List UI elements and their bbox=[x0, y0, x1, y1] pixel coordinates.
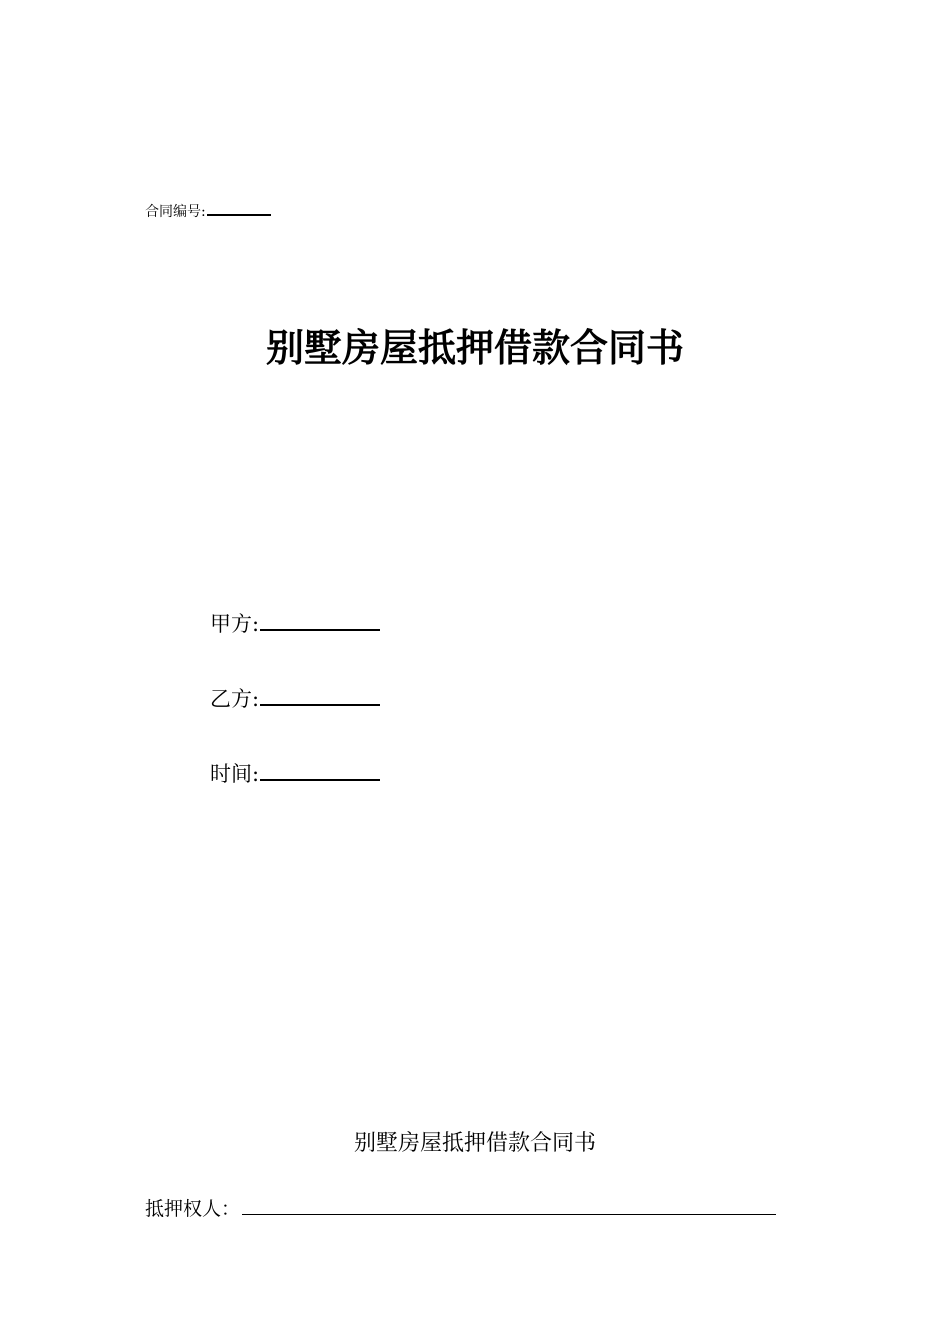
party-a-label: 甲方: bbox=[210, 612, 260, 636]
mortgagee-field bbox=[145, 1194, 776, 1223]
time-label: 时间: bbox=[210, 762, 260, 786]
contract-number-blank[interactable] bbox=[207, 200, 271, 216]
party-a-blank[interactable] bbox=[260, 607, 380, 631]
contract-number-label: 合同编号: bbox=[145, 204, 206, 220]
party-b-label: 乙方: bbox=[210, 687, 260, 711]
contract-number bbox=[145, 200, 271, 222]
time-field bbox=[210, 757, 380, 788]
party-b-field bbox=[210, 682, 380, 713]
mortgagee-blank[interactable] bbox=[242, 1194, 776, 1215]
mortgagee-label: 抵押权人： bbox=[145, 1198, 241, 1220]
party-b-blank[interactable] bbox=[260, 682, 380, 706]
time-blank[interactable] bbox=[260, 757, 380, 781]
party-a-field bbox=[210, 607, 380, 638]
document-title: 别墅房屋抵押借款合同书 bbox=[265, 326, 684, 370]
body-subtitle: 别墅房屋抵押借款合同书 bbox=[353, 1131, 596, 1156]
